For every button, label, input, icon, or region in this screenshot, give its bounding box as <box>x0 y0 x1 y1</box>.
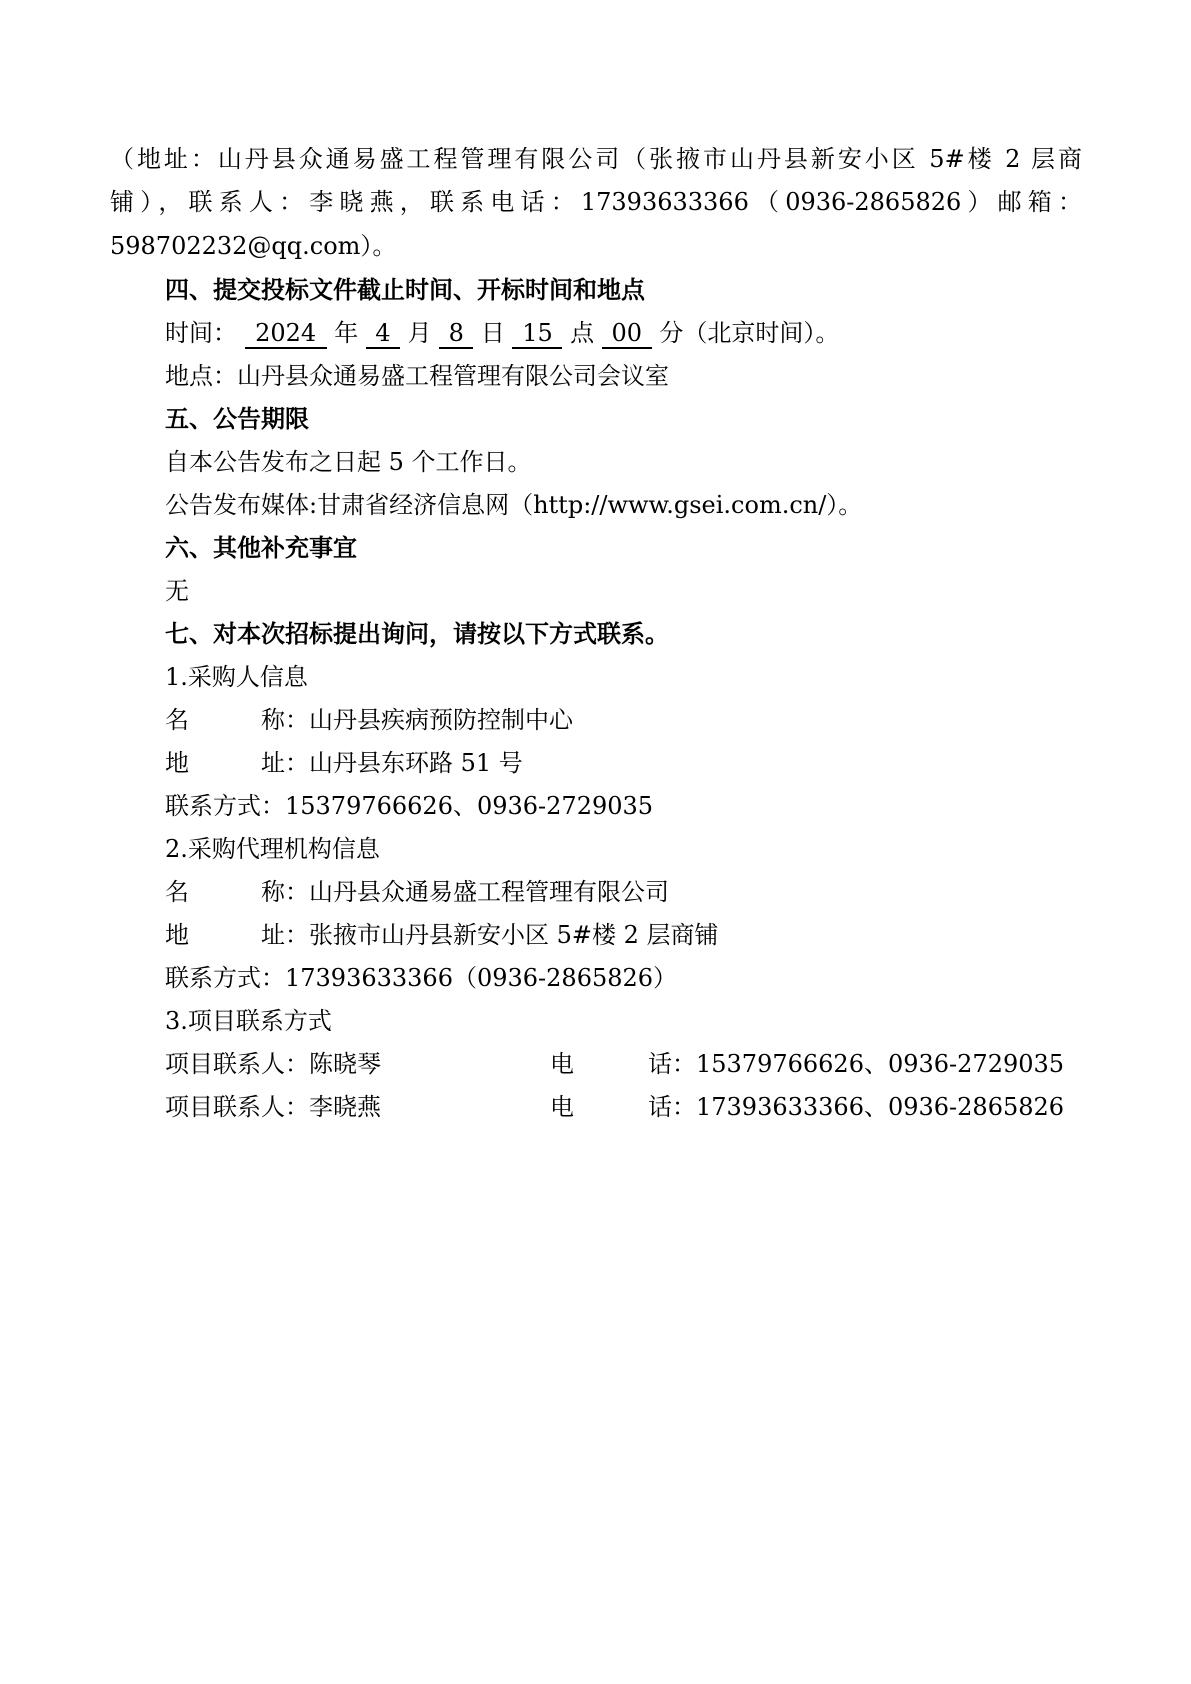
deadline-day: 8 <box>439 319 473 349</box>
announcement-media: 公告发布媒体:甘肃省经济信息网（http://www.gsei.com.cn/）。 <box>165 491 863 519</box>
paragraph-line: 铺），联系人：李晓燕，联系电话：17393633366（0936-2865826）邮箱： <box>110 188 1082 216</box>
deadline-year: 2024 <box>245 319 327 349</box>
phone-value: 话：15379766626、0936-2729035 <box>648 1050 1065 1078</box>
hour-unit: 点 <box>570 319 595 347</box>
year-unit: 年 <box>334 319 359 347</box>
time-label: 时间： <box>165 319 237 347</box>
agency-address <box>165 919 719 951</box>
deadline-hour: 15 <box>512 319 562 349</box>
purchaser-title: 1.采购人信息 <box>165 663 308 691</box>
purchaser-name <box>165 704 573 736</box>
deadline-time <box>165 317 839 349</box>
paragraph-line: 598702232@qq.com）。 <box>110 232 397 260</box>
opening-place: 地点：山丹县众通易盛工程管理有限公司会议室 <box>165 362 669 390</box>
name-label: 名称 <box>165 706 285 734</box>
project-contact-row <box>165 1048 1064 1080</box>
paragraph-line: （地址：山丹县众通易盛工程管理有限公司（张掖市山丹县新安小区 5#楼 2 层商 <box>110 145 1082 173</box>
section-heading-7: 七、对本次招标提出询问，请按以下方式联系。 <box>165 619 669 648</box>
name-label: 名称 <box>165 878 285 906</box>
address-value: ：张掖市山丹县新安小区 5#楼 2 层商铺 <box>285 921 719 949</box>
section-heading-6: 六、其他补充事宜 <box>165 533 357 562</box>
contact-person: 项目联系人：陈晓琴 <box>165 1050 381 1078</box>
address-label: 地址 <box>165 749 285 777</box>
deadline-minute: 00 <box>602 319 652 349</box>
agency-address-paragraph <box>110 143 1082 218</box>
agency-name <box>165 876 669 908</box>
contact-person: 项目联系人：李晓燕 <box>165 1093 381 1121</box>
name-value: ：山丹县疾病预防控制中心 <box>285 706 573 734</box>
phone-value: 话：17393633366、0936-2865826 <box>648 1093 1065 1121</box>
minute-unit: 分（北京时间）。 <box>659 319 840 347</box>
month-unit: 月 <box>407 319 432 347</box>
deadline-month: 4 <box>366 319 400 349</box>
name-value: ：山丹县众通易盛工程管理有限公司 <box>285 878 669 906</box>
address-value: ：山丹县东环路 51 号 <box>285 749 523 777</box>
agency-title: 2.采购代理机构信息 <box>165 835 380 863</box>
agency-contact: 联系方式：17393633366（0936-2865826） <box>165 964 678 992</box>
day-unit: 日 <box>480 319 505 347</box>
supplement-content: 无 <box>165 577 189 605</box>
phone-label: 电 <box>550 1093 574 1121</box>
project-contact-row <box>165 1091 1064 1123</box>
address-label: 地址 <box>165 921 285 949</box>
phone-label: 电 <box>550 1050 574 1078</box>
announcement-period: 自本公告发布之日起 5 个工作日。 <box>165 448 532 476</box>
purchaser-address <box>165 747 523 779</box>
section-heading-4: 四、提交投标文件截止时间、开标时间和地点 <box>165 275 645 304</box>
project-contact-title: 3.项目联系方式 <box>165 1007 332 1035</box>
section-heading-5: 五、公告期限 <box>165 404 309 433</box>
purchaser-contact: 联系方式：15379766626、0936-2729035 <box>165 792 654 820</box>
